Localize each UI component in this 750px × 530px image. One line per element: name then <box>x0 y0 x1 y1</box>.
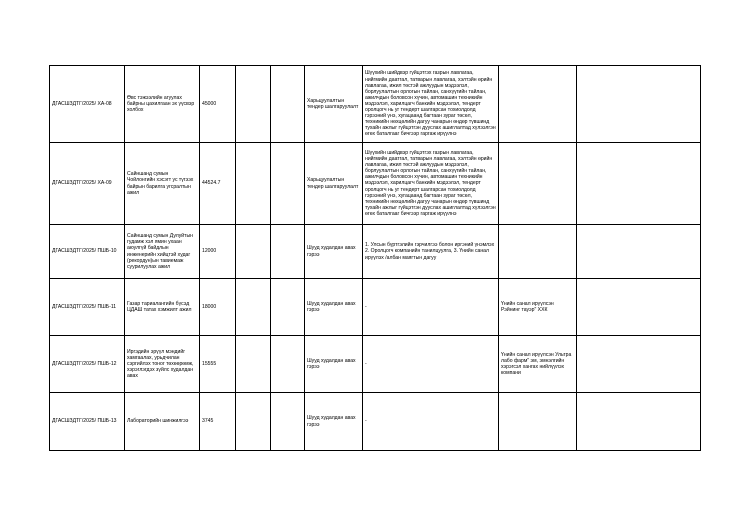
procurement-name: Өвс тэжээлийн агуулах байрны цахилгаан эх үүсвэр холбох <box>125 66 200 143</box>
requirements-text: - <box>363 279 499 336</box>
requirements-text: Шүүхийн шийдвэр гүйцэтгэх газрын лавлагаа, нийгмийн даатгал, татварын лавлагаа, хэлтэйн өрийн лавлагаа, ижил төстэй ажлуудын мэдээлэл, борлуулалтын орлогын тайлан, санхүүгийн тайлан, ажилчдын боловсон хүчин, автомашин техникийн мэдээлэл, харилцагч банкийн мэдээлэл, тендерт оролцогч нь уг тендерт шалгарсан тохиолдолд гэрээний үнэ, хугацаанд багтаан зураг төсөл, техникийн нөхцөлийн дагуу чанарын өндөр түвшинд тухайн ажлыг гүйцэтгэн дууслах ашиглалтад хүлээлгэн өгөх баталгааг бичгээр гаргаж ирүүлнэ <box>363 143 499 225</box>
budget-amount: 12000 <box>200 225 236 279</box>
supplier-note <box>499 143 577 225</box>
procurement-table <box>49 65 701 451</box>
procurement-code: ДГАСШЗДТГ/2025/ ПШБ-10 <box>50 225 125 279</box>
empty-cell <box>236 393 271 451</box>
empty-cell <box>236 143 271 225</box>
empty-cell <box>271 393 305 451</box>
requirements-text: - <box>363 336 499 393</box>
empty-cell <box>271 66 305 143</box>
empty-cell <box>577 336 701 393</box>
empty-cell <box>577 225 701 279</box>
empty-cell <box>577 393 701 451</box>
table-row <box>50 143 701 225</box>
empty-cell <box>271 279 305 336</box>
requirements-text: - <box>363 393 499 451</box>
procurement-code: ДГАСШЗДТГ/2025/ ХА-08 <box>50 66 125 143</box>
empty-cell <box>236 66 271 143</box>
budget-amount: 15555 <box>200 336 236 393</box>
supplier-note <box>499 393 577 451</box>
procurement-name: Сайншанд сумын Чойлонгийн хэсэгт ус түгээх байрын барилга угсралтын ажил <box>125 143 200 225</box>
supplier-note: Үнийн санал ирүүлсэн Рэйнинг тауэр" ХХК <box>499 279 577 336</box>
procurement-code: ДГАСШЗДТГ/2025/ ХА-09 <box>50 143 125 225</box>
supplier-note: Үнийн санал ирүүлсэн Ультра лабо фарм" эм, эмнэлгийн хэрэгсэл хангах нийлүүлэх компани <box>499 336 577 393</box>
procurement-method: Харьцуулалтын тендер шалгаруулалт <box>305 143 363 225</box>
table-row <box>50 225 701 279</box>
procurement-code: ДГАСШЗДТГ/2025/ ПШБ-11 <box>50 279 125 336</box>
budget-amount: 44524.7 <box>200 143 236 225</box>
procurement-name: Иргэдийн эрүүл мэндийг хамгаалах, урьдчилан сэргийлэх тоног төхөөрөмж, хэрэглэгдэх зүйлс худалдан авах <box>125 336 200 393</box>
table-row <box>50 66 701 143</box>
table-row <box>50 336 701 393</box>
table-row <box>50 279 701 336</box>
procurement-name: Газар тариалангийн бүсэд ЦДАШ татах хэмжилт ажил <box>125 279 200 336</box>
supplier-note <box>499 225 577 279</box>
empty-cell <box>577 143 701 225</box>
budget-amount: 3745 <box>200 393 236 451</box>
empty-cell <box>577 66 701 143</box>
empty-cell <box>271 336 305 393</box>
requirements-text: 1. Улсын бүртгэлийн гэрчилгээ болон иргэний үнэмлэх 2. Оролцогч компанийн танилцуулга, 3. Үнийн санал ирүүлэх /албан маягтын дагуу <box>363 225 499 279</box>
procurement-name: Сайншанд сумын Дулуйтын гудамж хэл ямин ухаан аюулгүй байдлын инженерийн хийцтэй худаг (рекордун)ын тавиемаж суурилуулах ажил <box>125 225 200 279</box>
supplier-note <box>499 66 577 143</box>
procurement-method: Шууд худалдан авах гэрээ <box>305 393 363 451</box>
table-row <box>50 393 701 451</box>
budget-amount: 18000 <box>200 279 236 336</box>
budget-amount: 45000 <box>200 66 236 143</box>
empty-cell <box>577 279 701 336</box>
empty-cell <box>236 336 271 393</box>
empty-cell <box>271 143 305 225</box>
procurement-name: Лабораторийн шинжилгээ <box>125 393 200 451</box>
requirements-text: Шүүхийн шийдвэр гүйцэтгэх газрын лавлагаа, нийгмийн даатгал, татварын лавлагаа, хэлтэйн өрийн лавлагаа, ижил төстэй ажлуудын мэдээлэл, борлуулалтын орлогын тайлан, санхүүгийн тайлан, ажилчдын боловсон хүчин, автомашин техникийн мэдээлэл, харилцагч банкийн мэдээлэл, тендерт оролцогч нь уг тендерт шалгарсан тохиолдолд гэрээний үнэ, хугацаанд багтаан зураг төсөл, техникийн нөхцөлийн дагуу чанарын өндөр түвшинд тухайн ажлыг гүйцэтгэн дууслах ашиглалтад хүлээлгэн өгөх баталгааг бичгээр гаргаж ирүүлнэ <box>363 66 499 143</box>
empty-cell <box>236 279 271 336</box>
procurement-method: Шууд худалдан авах гэрээ <box>305 336 363 393</box>
procurement-method: Шууд худалдан авах гэрээ <box>305 279 363 336</box>
empty-cell <box>271 225 305 279</box>
procurement-code: ДГАСШЗДТГ/2025/ ПШБ-12 <box>50 336 125 393</box>
empty-cell <box>236 225 271 279</box>
procurement-method: Харьцуулалтын тендер шалгаруулалт <box>305 66 363 143</box>
procurement-method: Шууд худалдан авах гэрээ <box>305 225 363 279</box>
procurement-code: ДГАСШЗДТГ/2025/ ПШБ-13 <box>50 393 125 451</box>
